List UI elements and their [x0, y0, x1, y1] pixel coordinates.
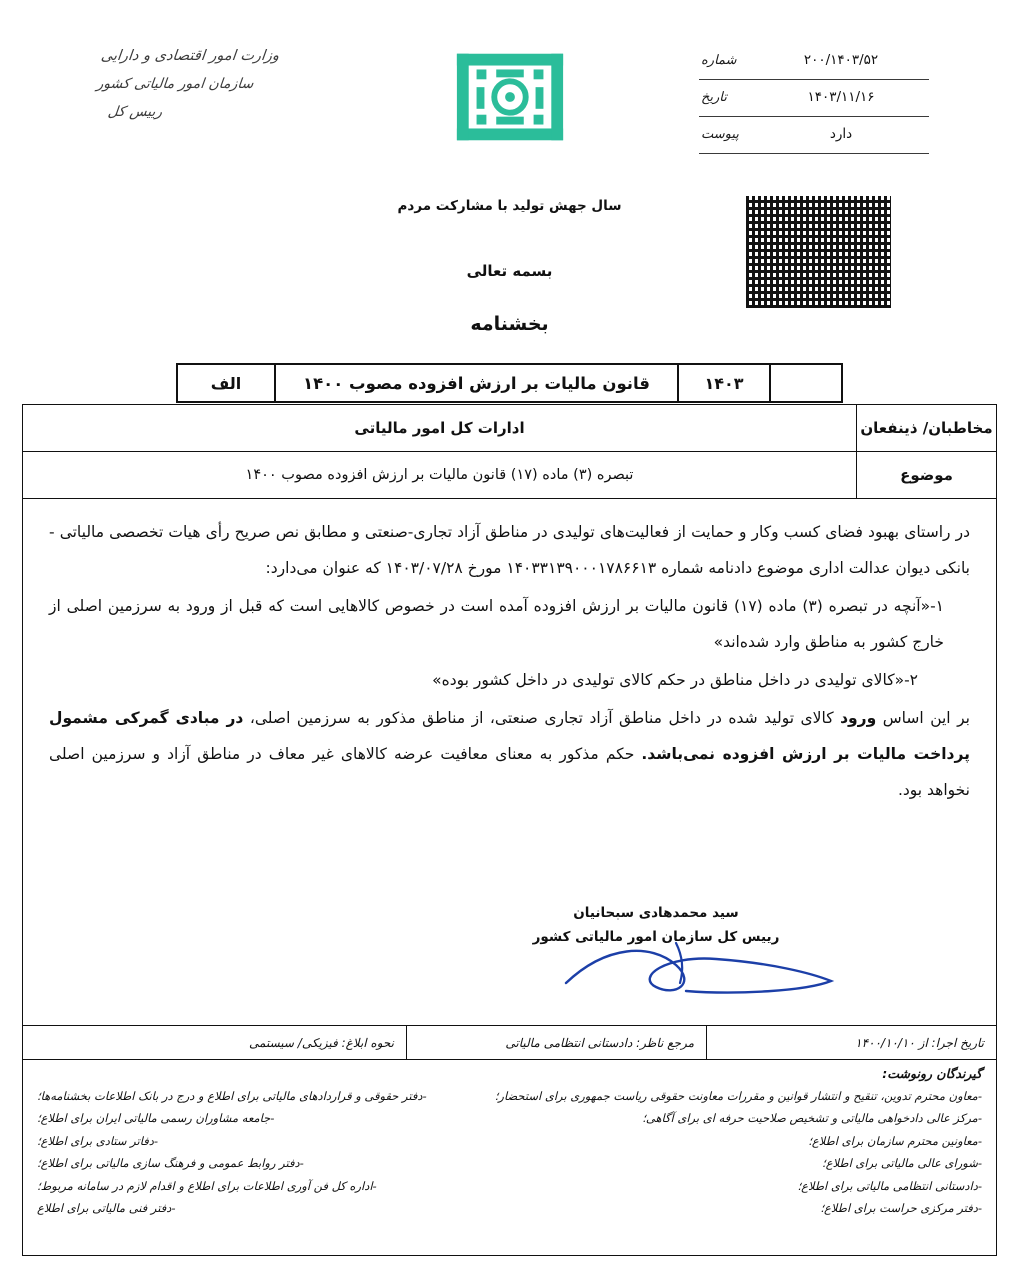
- list-item: -دفتر مرکزی حراست برای اطلاع؛: [820, 1201, 982, 1216]
- ministry-line-3: رییس کل: [106, 104, 164, 120]
- para2-part-b: ورود: [840, 708, 877, 727]
- meta-label-number: شماره: [701, 53, 737, 68]
- copies-left-column: [37, 1085, 491, 1220]
- addressees-row: [23, 405, 996, 452]
- list-item: -دادستانی انتظامی مالیاتی برای اطلاع؛: [797, 1178, 982, 1193]
- copies-right-column: [494, 1085, 982, 1220]
- copies-section: [23, 1059, 996, 1255]
- meta-row-number: [699, 52, 929, 80]
- iran-tax-organization-emblem-icon: [451, 47, 569, 147]
- copies-title: گیرندگان رونوشت:: [882, 1066, 982, 1081]
- title-law-cell: قانون مالیات بر ارزش افزوده مصوب ۱۴۰۰: [274, 365, 677, 401]
- handwritten-signature-icon: [556, 925, 846, 1005]
- year-slogan: سال جهش تولید با مشارکت مردم: [397, 198, 622, 214]
- meta-row-date: [699, 89, 929, 117]
- meta-row-attachment: [699, 126, 929, 154]
- subject-row: [23, 452, 996, 499]
- body-item-2: ۲-«کالای تولیدی در داخل مناطق در حکم کالای تولیدی در داخل کشور بوده»: [432, 670, 918, 689]
- list-item: -معاون محترم تدوین، تنقیح و انتشار قوانین و مقررات معاونت حقوقی ریاست جمهوری برای استحضار؛: [494, 1089, 982, 1103]
- list-item: -جامعه مشاوران رسمی مالیاتی ایران برای اطلاع؛: [37, 1111, 275, 1126]
- list-item: -معاونین محترم سازمان برای اطلاع؛: [808, 1133, 982, 1148]
- footer-strip: [23, 1025, 996, 1059]
- title-series-cell: الف: [210, 373, 242, 393]
- addressees-label: مخاطبان/ ذینفعان: [856, 405, 996, 451]
- document-type-title: بخشنامه: [470, 313, 549, 335]
- signer-title: رییس کل سازمان امور مالیاتی کشور: [532, 929, 780, 946]
- title-year-cell: ۱۴۰۳: [677, 365, 769, 401]
- signer-name: سید محمدهادی سبحانیان: [573, 905, 739, 921]
- para2-part-d: در مبادی گمرکی مشمول پرداخت مالیات بر ارزش افزوده نمی‌باشد.: [49, 708, 970, 763]
- para2-part-e: حکم مذکور به معنای معافیت عرضه کالاهای غیر معاف در مناطق آزاد و سرزمین اصلی نخواهد بود.: [49, 744, 970, 799]
- execution-date: تاریخ اجرا: از ۱۴۰۰/۱۰/۱۰: [706, 1026, 996, 1059]
- ministry-title-block: [40, 48, 340, 132]
- addressees-value: ادارات کل امور مالیاتی: [354, 419, 525, 437]
- copies-columns: [37, 1085, 982, 1220]
- meta-value-number: ۲۰۰/۱۴۰۳/۵۲: [803, 52, 879, 68]
- main-content-box: [22, 404, 997, 1256]
- emblem-container: [445, 42, 575, 152]
- subject-label: موضوع: [856, 452, 996, 498]
- notification-method: نحوه ابلاغ: فیزیکی/ سیستمی: [249, 1035, 394, 1050]
- body-paragraph-1: در راستای بهبود فضای کسب وکار و حمایت از فعالیت‌های تولیدی در مناطق آزاد تجاری-صنعتی و مطابق نص صریح رأی هیات تخصصی مالیاتی - بانکی دیوان عدالت اداری موضوع دادنامه شماره ۱۴۰۳۳۱۳۹۰۰۰۱۷۸۶۶۱۳ مورخ ۱۴۰۳/۰۷/۲۸ که عنوان می‌دارد:: [49, 523, 970, 577]
- para2-part-c: کالای تولید شده در داخل مناطق آزاد تجاری صنعتی، از مناطق مذکور به سرزمین اصلی،: [243, 708, 841, 727]
- list-item: -دفتر روابط عمومی و فرهنگ سازی مالیاتی برای اطلاع؛: [37, 1156, 304, 1171]
- document-header: [0, 0, 1019, 335]
- body-paragraph-2: [49, 701, 970, 809]
- besmeh-taali: بسمه تعالی: [466, 262, 553, 280]
- body-item-1: ۱-«آنچه در تبصره (۳) ماده (۱۷) قانون مالیات بر ارزش افزوده آمده است در خصوص کالاهایی است که قبل از ورود به سرزمین اصلی از خارج کشور به مناطق وارد شده‌اند»: [49, 596, 944, 651]
- para2-part-a: بر این اساس: [876, 708, 970, 727]
- ministry-line-1: وزارت امور اقتصادی و دارایی: [100, 48, 280, 64]
- subject-value: تبصره (۳) ماده (۱۷) قانون مالیات بر ارزش افزوده مصوب ۱۴۰۰: [245, 467, 634, 483]
- list-item: -دفتر حقوقی و قراردادهای مالیاتی برای اطلاع و درج در بانک اطلاعات بخشنامه‌ها؛: [37, 1089, 427, 1103]
- title-table: [176, 363, 843, 403]
- header-meta-block: [699, 52, 929, 163]
- list-item: -مرکز عالی دادخواهی مالیاتی و تشخیص صلاحیت حرفه ای برای آگاهی؛: [642, 1111, 982, 1126]
- meta-value-date: ۱۴۰۳/۱۱/۱۶: [807, 89, 875, 105]
- list-item: -اداره کل فن آوری اطلاعات برای اطلاع و اقدام لازم در سامانه مربوط؛: [37, 1178, 377, 1193]
- title-code-cell: [769, 365, 841, 401]
- list-item: -دفاتر ستادی برای اطلاع؛: [37, 1133, 158, 1148]
- meta-label-attachment: پیوست: [701, 127, 739, 142]
- supervising-authority: مرجع ناظر: دادستانی انتظامی مالیاتی: [406, 1026, 706, 1059]
- ministry-line-2: سازمان امور مالیاتی کشور: [95, 76, 255, 92]
- meta-label-date: تاریخ: [701, 90, 727, 105]
- list-item: -دفتر فنی مالیاتی برای اطلاع: [37, 1201, 176, 1216]
- list-item: -شورای عالی مالیاتی برای اطلاع؛: [822, 1156, 982, 1171]
- meta-value-attachment: دارد: [829, 126, 853, 142]
- document-body: [23, 499, 996, 809]
